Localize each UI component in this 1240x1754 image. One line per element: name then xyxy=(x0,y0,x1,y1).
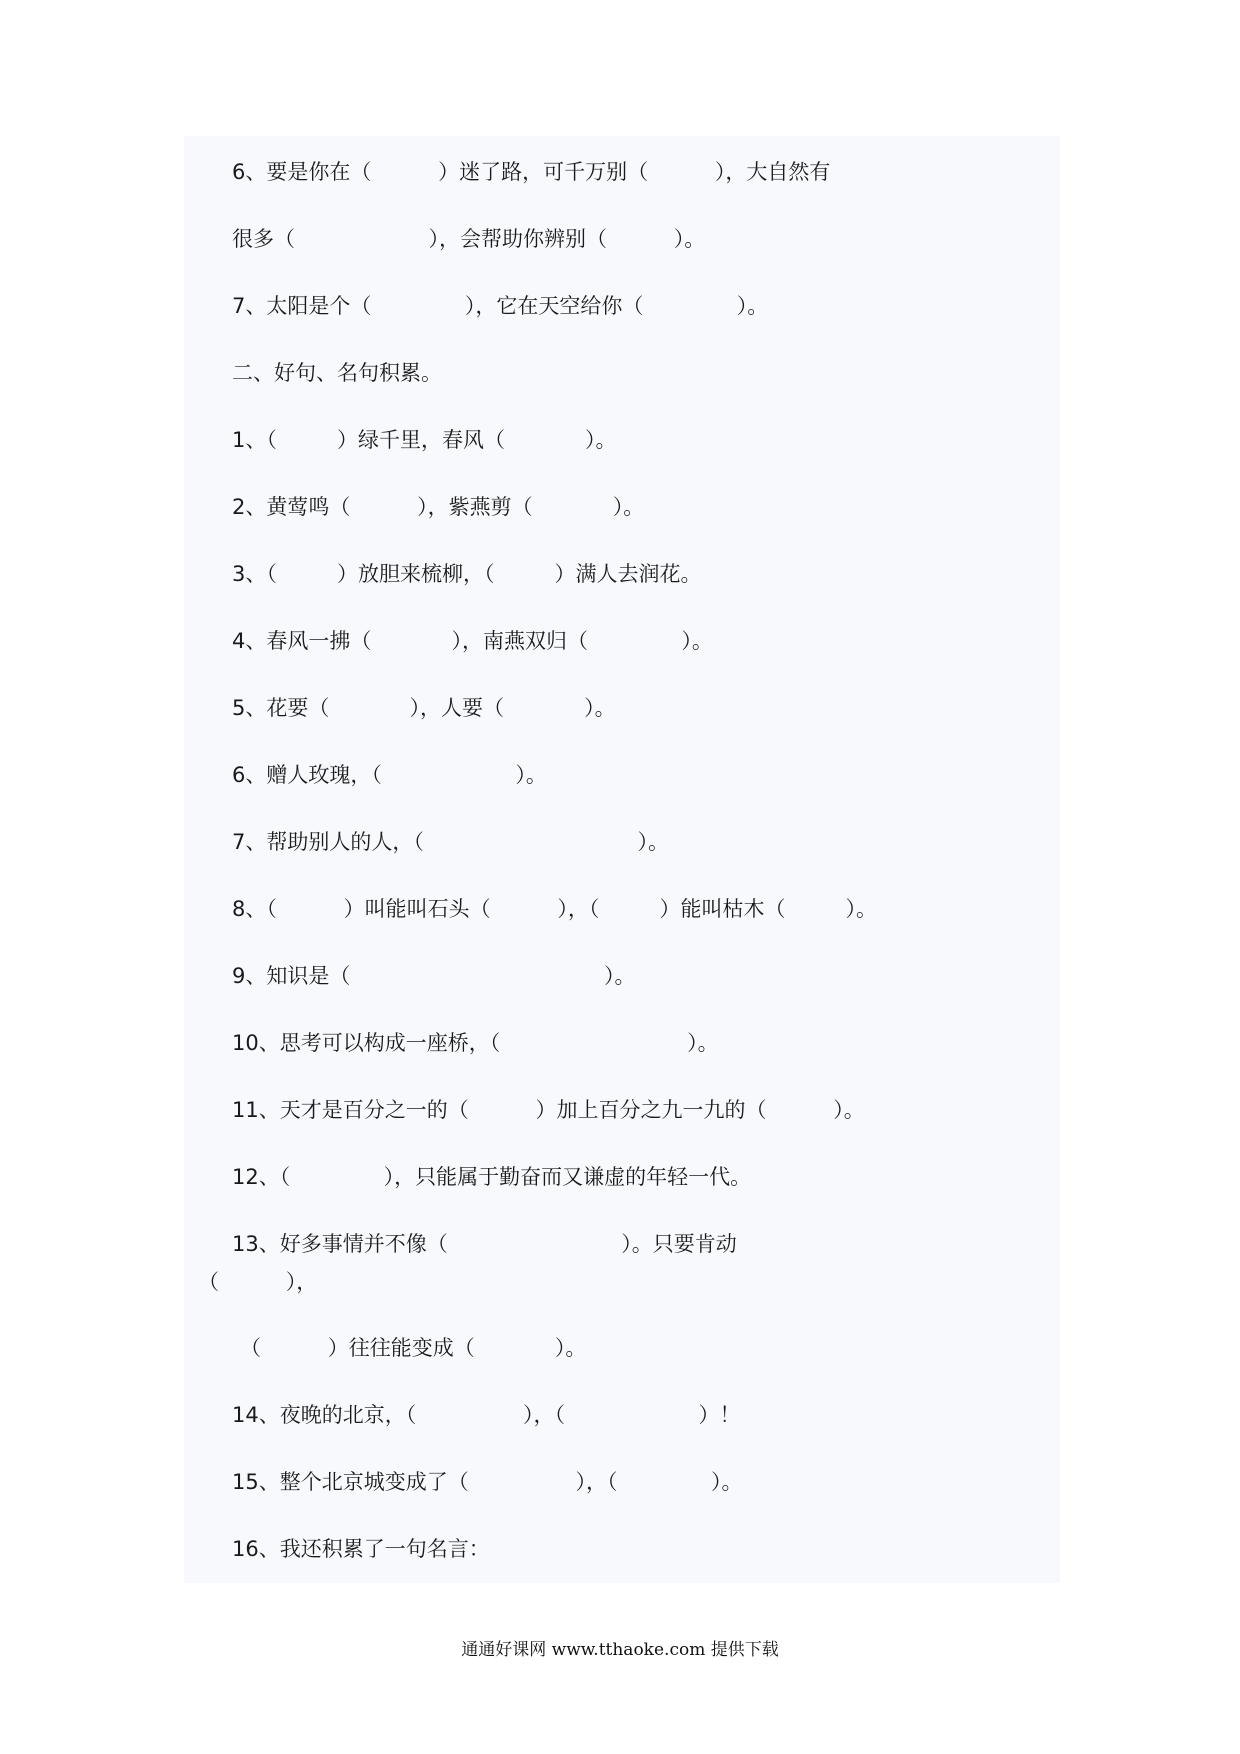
exercise-line: 10、思考可以构成一座桥，（ ）。 xyxy=(232,1031,719,1055)
exercise-line: 13、好多事情并不像（ ）。只要肯动 xyxy=(232,1232,737,1256)
exercise-line: （ ）往往能变成（ ）。 xyxy=(240,1336,587,1360)
exercise-line: 11、天才是百分之一的（ ）加上百分之九一九的（ ）。 xyxy=(232,1098,865,1122)
exercise-line: 3、（ ）放胆来梳柳，（ ）满人去润花。 xyxy=(232,562,702,586)
exercise-line: 8、（ ）叫能叫石头（ ），（ ）能叫枯木（ ）。 xyxy=(232,897,878,921)
exercise-line: 9、知识是（ ）。 xyxy=(232,964,636,988)
exercise-line: 5、花要（ ），人要（ ）。 xyxy=(232,696,616,720)
exercise-line: 6、要是你在（ ）迷了路，可千万别（ ），大自然有 xyxy=(232,160,831,184)
exercise-line: 很多（ ），会帮助你辨别（ ）。 xyxy=(232,227,706,251)
footer-text: 通通好课网 www.tthaoke.com 提供下载 xyxy=(461,1640,779,1660)
exercise-line: 15、整个北京城变成了（ ），（ ）。 xyxy=(232,1470,743,1494)
exercise-line: （ ）， xyxy=(198,1270,318,1294)
exercise-line: 4、春风一拂（ ），南燕双归（ ）。 xyxy=(232,629,713,653)
exercise-line: 16、我还积累了一句名言： xyxy=(232,1537,490,1561)
exercise-line: 7、帮助别人的人，（ ）。 xyxy=(232,830,669,854)
exercise-line: 12、（ ），只能属于勤奋而又谦虚的年轻一代。 xyxy=(232,1165,752,1189)
section-heading: 二、好句、名句积累。 xyxy=(232,361,442,385)
worksheet-panel xyxy=(184,136,1060,1583)
exercise-line: 1、（ ）绿千里，春风（ ）。 xyxy=(232,428,617,452)
exercise-line: 6、赠人玫瑰，（ ）。 xyxy=(232,763,547,787)
exercise-line: 2、黄莺鸣（ ），紫燕剪（ ）。 xyxy=(232,495,645,519)
exercise-line: 7、太阳是个（ ），它在天空给你（ ）。 xyxy=(232,294,769,318)
exercise-line: 14、夜晚的北京，（ ），（ ）！ xyxy=(232,1403,741,1427)
